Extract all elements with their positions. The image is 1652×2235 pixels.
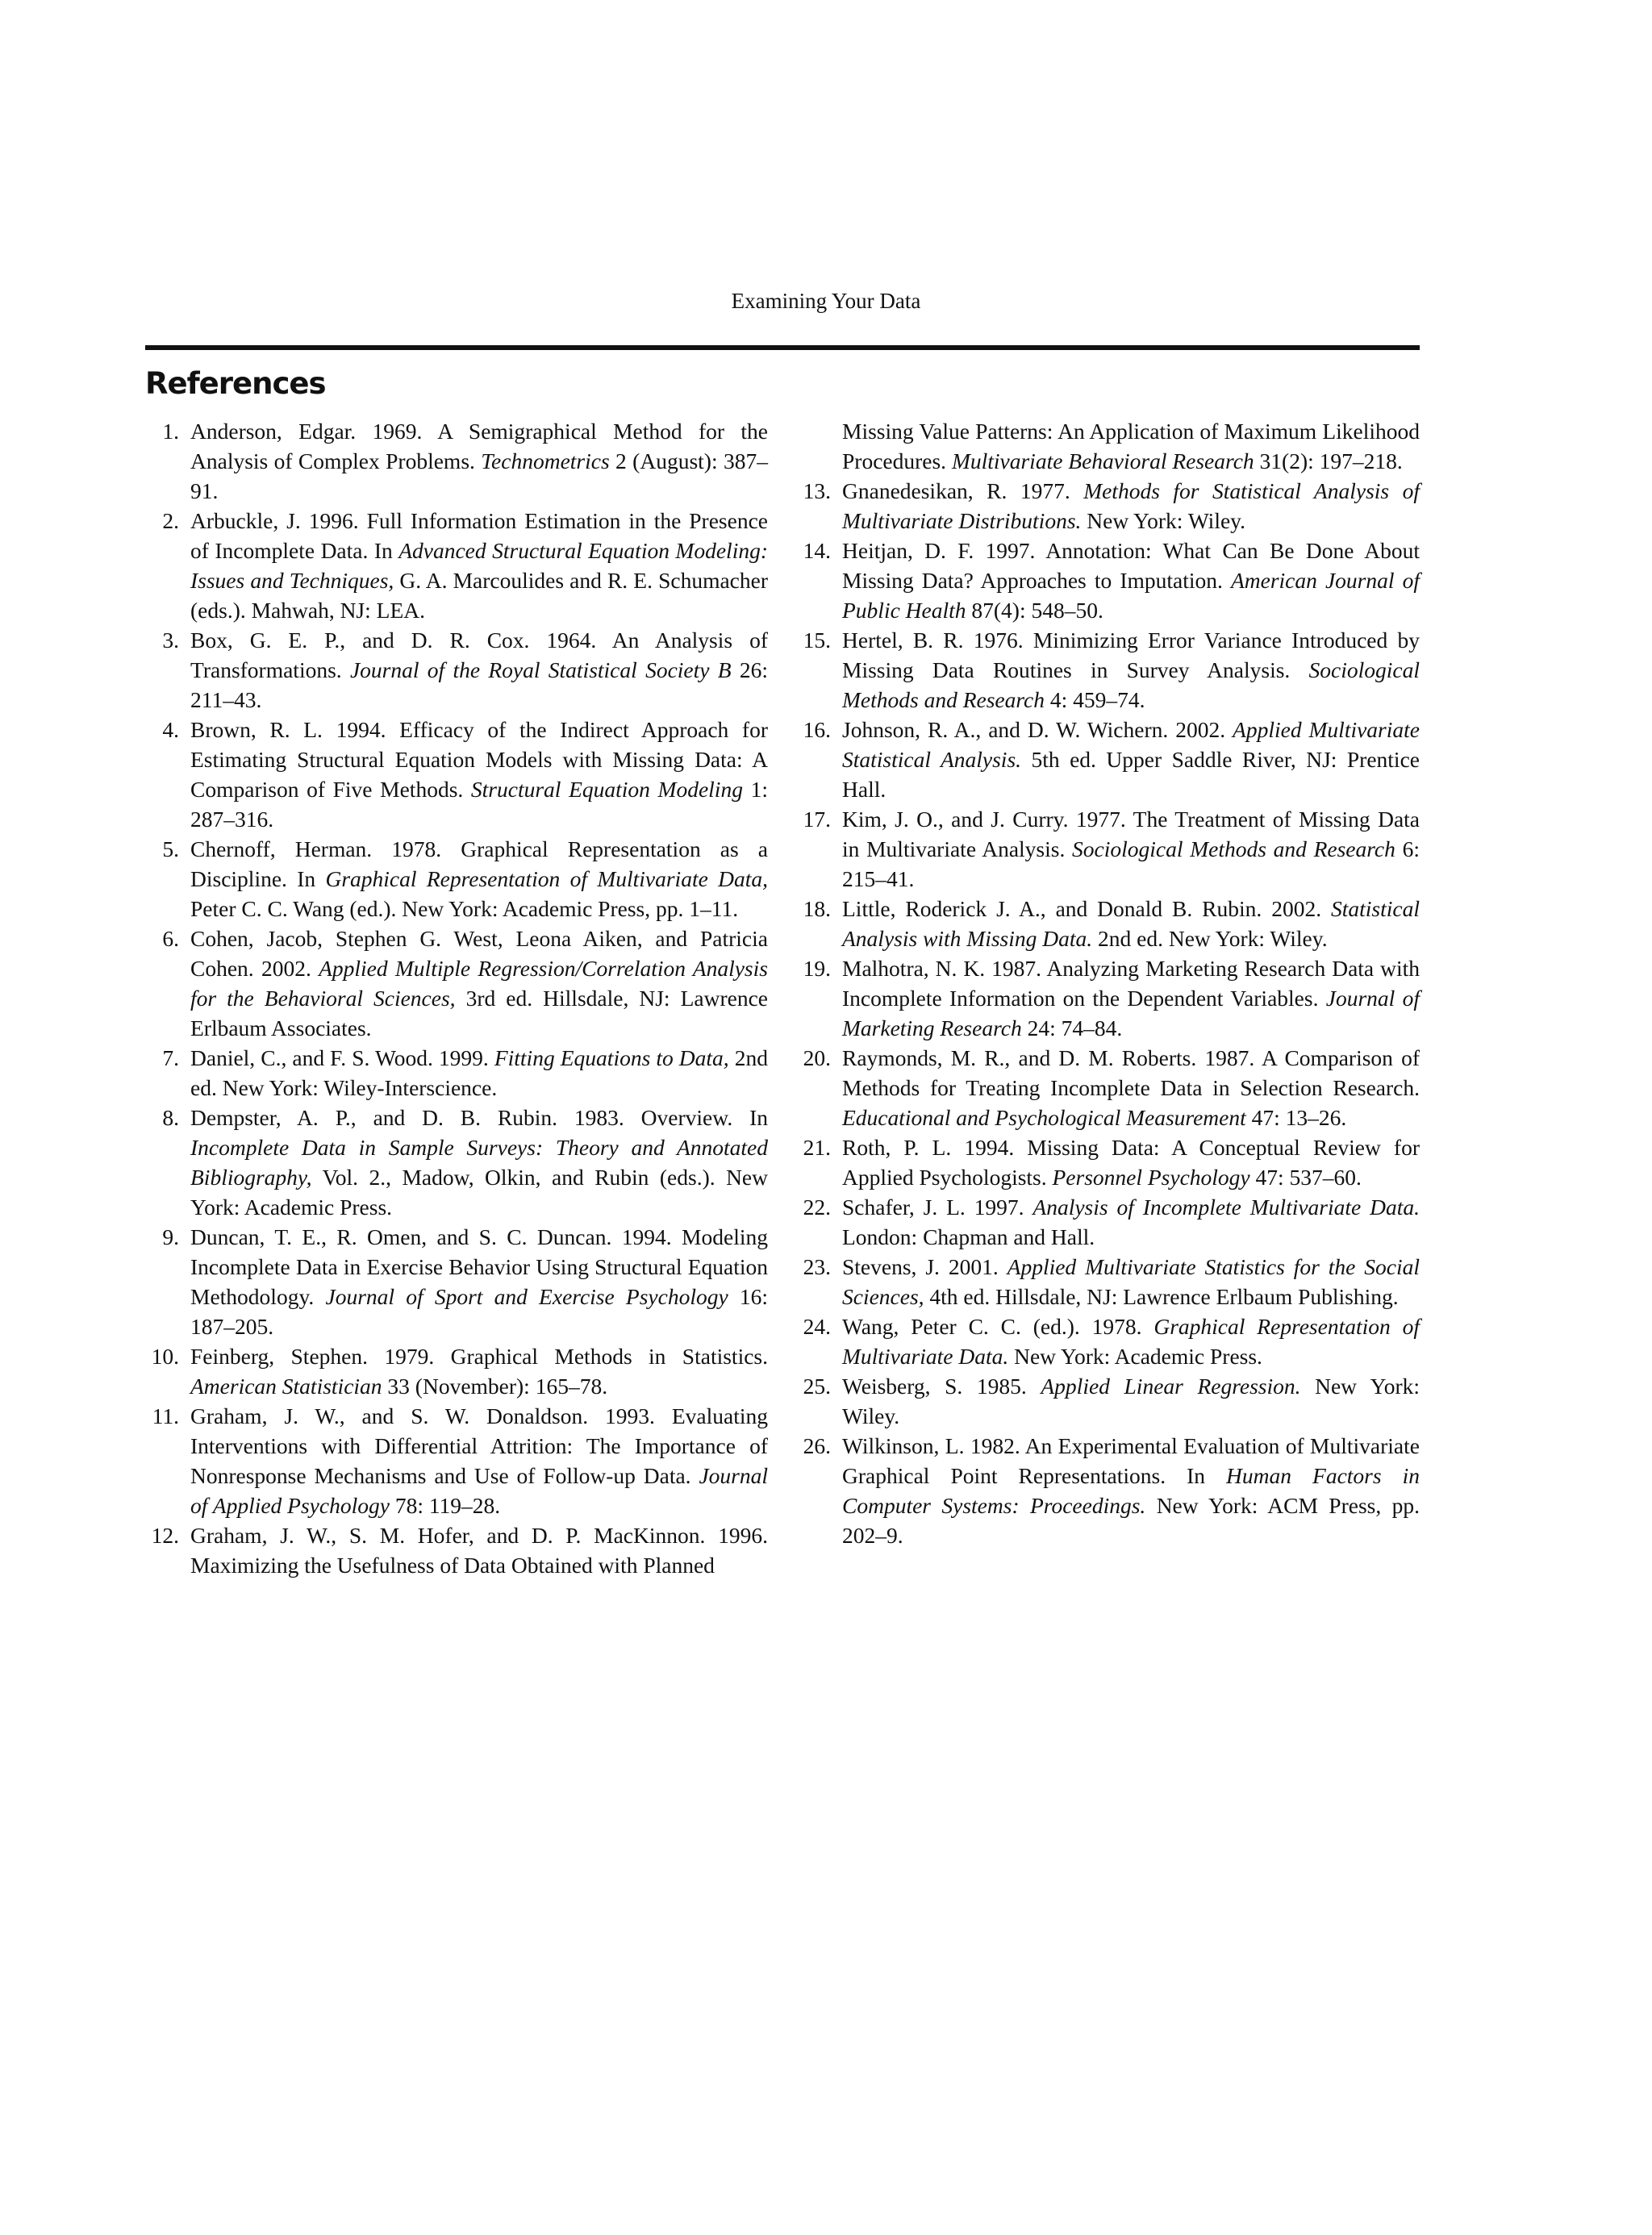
reference-item xyxy=(797,894,1420,953)
reference-item xyxy=(797,1132,1420,1192)
reference-number: 1. xyxy=(162,419,179,444)
references-left-column xyxy=(145,416,768,1580)
reference-text-roman: Graham, J. W., S. M. Hofer, and D. P. MacKinnon. 1996. Maximizing the Usefulness of Data Obtained with Planned xyxy=(190,1523,768,1578)
reference-number: 12. xyxy=(151,1523,179,1548)
reference-text-roman: Heitjan, D. F. 1997. Annotation: What Can Be Done About Missing Data? Approaches to Imputation. xyxy=(842,538,1420,593)
reference-item xyxy=(797,1311,1420,1371)
reference-item xyxy=(797,1431,1420,1550)
reference-text xyxy=(842,1192,1420,1252)
reference-text-roman: New York: ACM Press, pp. 202–9. xyxy=(842,1493,1420,1548)
reference-text-roman: Missing Value Patterns: An Application of Maximum Likelihood Procedures. xyxy=(842,419,1420,473)
reference-text-roman: London: Chapman and Hall. xyxy=(842,1224,1095,1249)
reference-text-roman: 31(2): 197–218. xyxy=(1254,448,1403,473)
reference-text-roman: 87(4): 548–50. xyxy=(966,598,1103,623)
reference-text-roman: Brown, R. L. 1994. Efficacy of the Indirect Approach for Estimating Structural Equation Models with Missing Data: A Comparison of Five Methods. xyxy=(190,717,768,802)
reference-number: 17. xyxy=(803,807,831,832)
reference-item xyxy=(145,1222,768,1341)
section-title: References xyxy=(145,366,326,401)
reference-number: 6. xyxy=(162,926,179,951)
reference-number: 15. xyxy=(803,628,831,653)
reference-title-italic: Applied Multiple Regression/Correlation Analysis for the Behavioral Sciences, xyxy=(190,956,768,1011)
reference-title-italic: Graphical Representation of Multivariate Data, xyxy=(325,866,768,891)
reference-title-italic: Journal of Marketing Research xyxy=(842,986,1420,1040)
reference-text xyxy=(842,894,1420,953)
reference-number: 20. xyxy=(803,1045,831,1070)
reference-title-italic: Applied Multivariate Statistics for the Social Sciences, xyxy=(842,1254,1420,1309)
reference-text-roman: 2 (August): 387–91. xyxy=(190,448,768,503)
reference-item xyxy=(797,536,1420,625)
reference-item xyxy=(145,834,768,924)
reference-text-roman: 6: 215–41. xyxy=(842,836,1420,891)
reference-title-italic: Sociological Methods and Research xyxy=(1072,836,1395,861)
reference-number: 3. xyxy=(162,628,179,653)
reference-text xyxy=(842,1132,1420,1192)
reference-text-roman: 24: 74–84. xyxy=(1021,1015,1123,1040)
header-rule xyxy=(145,345,1420,350)
reference-item xyxy=(145,416,768,506)
reference-text xyxy=(842,476,1420,536)
reference-text-roman: Arbuckle, J. 1996. Full Information Estimation in the Presence of Incomplete Data. In xyxy=(190,508,768,563)
reference-text xyxy=(190,625,768,715)
reference-text xyxy=(190,416,768,506)
reference-text-roman: New York: Wiley. xyxy=(842,1374,1420,1428)
reference-number: 7. xyxy=(162,1045,179,1070)
reference-item xyxy=(797,416,1420,476)
reference-title-italic: Applied Multivariate Statistical Analysis. xyxy=(842,717,1420,772)
reference-text-roman: 2nd ed. New York: Wiley-Interscience. xyxy=(190,1045,769,1100)
reference-number: 21. xyxy=(803,1135,831,1160)
reference-text-roman: Kim, J. O., and J. Curry. 1977. The Treatment of Missing Data in Multivariate Analysis. xyxy=(842,807,1420,861)
reference-item xyxy=(797,1043,1420,1132)
reference-item xyxy=(797,804,1420,894)
reference-number: 13. xyxy=(803,478,831,503)
reference-text-roman: Gnanedesikan, R. 1977. xyxy=(842,478,1084,503)
reference-item xyxy=(145,1401,768,1520)
reference-text-roman: 26: 211–43. xyxy=(190,657,768,712)
reference-text-roman: Vol. 2., Madow, Olkin, and Rubin (eds.). New York: Academic Press. xyxy=(190,1165,768,1220)
references-right-column xyxy=(797,416,1420,1550)
reference-number: 8. xyxy=(162,1105,179,1130)
reference-text-roman: Johnson, R. A., and D. W. Wichern. 2002. xyxy=(842,717,1233,742)
reference-number: 4. xyxy=(162,717,179,742)
reference-text-roman: Stevens, J. 2001. xyxy=(842,1254,1007,1279)
reference-item xyxy=(145,715,768,834)
reference-number: 10. xyxy=(151,1344,179,1369)
reference-text-roman: Weisberg, S. 1985. xyxy=(842,1374,1041,1399)
reference-number: 22. xyxy=(803,1195,831,1220)
reference-text-roman: Feinberg, Stephen. 1979. Graphical Methods in Statistics. xyxy=(190,1344,768,1369)
reference-title-italic: Applied Linear Regression. xyxy=(1041,1374,1301,1399)
reference-text-roman: 16: 187–205. xyxy=(190,1284,769,1339)
reference-title-italic: Structural Equation Modeling xyxy=(470,777,743,802)
reference-title-italic: Fitting Equations to Data, xyxy=(494,1045,729,1070)
reference-text xyxy=(190,1520,768,1580)
reference-text-roman: Raymonds, M. R., and D. M. Roberts. 1987. A Comparison of Methods for Treating Incomplete Data in Selection Research. xyxy=(842,1045,1420,1100)
reference-text-roman: Box, G. E. P., and D. R. Cox. 1964. An Analysis of Transformations. xyxy=(190,628,768,682)
reference-title-italic: Human Factors in Computer Systems: Proceedings. xyxy=(842,1463,1420,1518)
reference-number: 11. xyxy=(152,1403,179,1428)
reference-text-roman: Cohen, Jacob, Stephen G. West, Leona Aiken, and Patricia Cohen. 2002. xyxy=(190,926,768,981)
reference-number: 23. xyxy=(803,1254,831,1279)
reference-number: 26. xyxy=(803,1433,831,1458)
reference-item xyxy=(145,1520,768,1580)
reference-text-roman: Dempster, A. P., and D. B. Rubin. 1983. Overview. In xyxy=(190,1105,768,1130)
reference-number: 2. xyxy=(162,508,179,533)
reference-title-italic: Statistical Analysis with Missing Data. xyxy=(842,896,1420,951)
reference-number: 9. xyxy=(162,1224,179,1249)
reference-text xyxy=(190,924,768,1043)
reference-text xyxy=(842,953,1420,1043)
reference-title-italic: American Statistician xyxy=(190,1374,382,1399)
reference-text-roman: Little, Roderick J. A., and Donald B. Rubin. 2002. xyxy=(842,896,1331,921)
reference-text-roman: Graham, J. W., and S. W. Donaldson. 1993. Evaluating Interventions with Differential Attrition: The Importance of Nonresponse Mechanisms and Use of Follow-up Data. xyxy=(190,1403,768,1488)
reference-title-italic: Multivariate Behavioral Research xyxy=(951,448,1254,473)
reference-text-roman: Roth, P. L. 1994. Missing Data: A Conceptual Review for Applied Psychologists. xyxy=(842,1135,1420,1190)
reference-text xyxy=(842,1043,1420,1132)
reference-item xyxy=(145,1103,768,1222)
reference-item xyxy=(797,476,1420,536)
reference-item xyxy=(797,625,1420,715)
reference-text xyxy=(190,1401,768,1520)
reference-text xyxy=(190,1341,768,1401)
reference-text xyxy=(842,715,1420,804)
reference-item xyxy=(797,953,1420,1043)
reference-text-roman: Peter C. C. Wang (ed.). New York: Academic Press, pp. 1–11. xyxy=(190,896,739,921)
reference-text-roman: Anderson, Edgar. 1969. A Semigraphical Method for the Analysis of Complex Problems. xyxy=(190,419,768,473)
reference-text-roman: Hertel, B. R. 1976. Minimizing Error Variance Introduced by Missing Data Routines in Survey Analysis. xyxy=(842,628,1420,682)
reference-number: 25. xyxy=(803,1374,831,1399)
reference-title-italic: Incomplete Data in Sample Surveys: Theory and Annotated Bibliography, xyxy=(190,1135,768,1190)
reference-text-roman: New York: Academic Press. xyxy=(1008,1344,1262,1369)
running-head: Examining Your Data xyxy=(731,289,921,313)
reference-text-roman: 47: 13–26. xyxy=(1245,1105,1347,1130)
reference-item xyxy=(797,1371,1420,1431)
reference-text xyxy=(842,804,1420,894)
reference-text-roman: 1: 287–316. xyxy=(190,777,768,832)
reference-text xyxy=(190,1222,768,1341)
reference-title-italic: Technometrics xyxy=(481,448,610,473)
reference-text-roman: Wang, Peter C. C. (ed.). 1978. xyxy=(842,1314,1154,1339)
reference-item xyxy=(797,1192,1420,1252)
reference-text-roman: Malhotra, N. K. 1987. Analyzing Marketing Research Data with Incomplete Information on the Dependent Variables. xyxy=(842,956,1420,1011)
reference-text xyxy=(190,1043,768,1103)
reference-title-italic: Analysis of Incomplete Multivariate Data. xyxy=(1032,1195,1420,1220)
reference-item xyxy=(797,1252,1420,1311)
reference-title-italic: Journal of Sport and Exercise Psychology xyxy=(325,1284,728,1309)
reference-text-roman: Chernoff, Herman. 1978. Graphical Representation as a Discipline. In xyxy=(190,836,768,891)
reference-text xyxy=(190,506,768,625)
reference-text-roman: 5th ed. Upper Saddle River, NJ: Prentice Hall. xyxy=(842,747,1420,802)
reference-title-italic: Sociological Methods and Research xyxy=(842,657,1420,712)
reference-text xyxy=(842,1431,1420,1550)
reference-title-italic: Journal of Applied Psychology xyxy=(190,1463,768,1518)
reference-text-roman: 4: 459–74. xyxy=(1045,687,1145,712)
reference-item xyxy=(145,1341,768,1401)
reference-item xyxy=(797,715,1420,804)
reference-text xyxy=(842,1252,1420,1311)
reference-title-italic: Methods for Statistical Analysis of Multivariate Distributions. xyxy=(842,478,1420,533)
reference-text xyxy=(190,1103,768,1222)
reference-item xyxy=(145,625,768,715)
reference-text-roman: Wilkinson, L. 1982. An Experimental Evaluation of Multivariate Graphical Point Representations. In xyxy=(842,1433,1420,1488)
reference-title-italic: Journal of the Royal Statistical Society B xyxy=(349,657,732,682)
reference-text-roman: G. A. Marcoulides and R. E. Schumacher (eds.). Mahwah, NJ: LEA. xyxy=(190,568,768,623)
reference-text-roman: 47: 537–60. xyxy=(1249,1165,1362,1190)
reference-text-roman: 2nd ed. New York: Wiley. xyxy=(1092,926,1328,951)
reference-text-roman: 3rd ed. Hillsdale, NJ: Lawrence Erlbaum Associates. xyxy=(190,986,768,1040)
reference-text-roman: New York: Wiley. xyxy=(1081,508,1246,533)
reference-title-italic: Personnel Psychology xyxy=(1052,1165,1250,1190)
reference-number: 16. xyxy=(803,717,831,742)
reference-title-italic: American Journal of Public Health xyxy=(842,568,1420,623)
reference-item xyxy=(145,506,768,625)
reference-text-roman: 78: 119–28. xyxy=(389,1493,501,1518)
reference-text xyxy=(842,1311,1420,1371)
reference-text xyxy=(190,715,768,834)
reference-number: 14. xyxy=(803,538,831,563)
reference-title-italic: Graphical Representation of Multivariate Data. xyxy=(842,1314,1420,1369)
reference-text xyxy=(842,625,1420,715)
reference-text xyxy=(842,416,1420,476)
reference-text-roman: Duncan, T. E., R. Omen, and S. C. Duncan. 1994. Modeling Incomplete Data in Exercise Behavior Using Structural Equation Methodology. xyxy=(190,1224,768,1309)
reference-text xyxy=(842,1371,1420,1431)
reference-number: 24. xyxy=(803,1314,831,1339)
reference-number: 19. xyxy=(803,956,831,981)
reference-item xyxy=(145,924,768,1043)
reference-item xyxy=(145,1043,768,1103)
reference-title-italic: Advanced Structural Equation Modeling: Issues and Techniques, xyxy=(190,538,768,593)
reference-title-italic: Educational and Psychological Measurement xyxy=(842,1105,1246,1130)
reference-number: 5. xyxy=(162,836,179,861)
reference-text-roman: 4th ed. Hillsdale, NJ: Lawrence Erlbaum Publishing. xyxy=(924,1284,1399,1309)
reference-text-roman: Daniel, C., and F. S. Wood. 1999. xyxy=(190,1045,494,1070)
reference-text-roman: 33 (November): 165–78. xyxy=(382,1374,608,1399)
reference-text xyxy=(842,536,1420,625)
reference-number: 18. xyxy=(803,896,831,921)
reference-text-roman: Schafer, J. L. 1997. xyxy=(842,1195,1033,1220)
reference-text xyxy=(190,834,768,924)
